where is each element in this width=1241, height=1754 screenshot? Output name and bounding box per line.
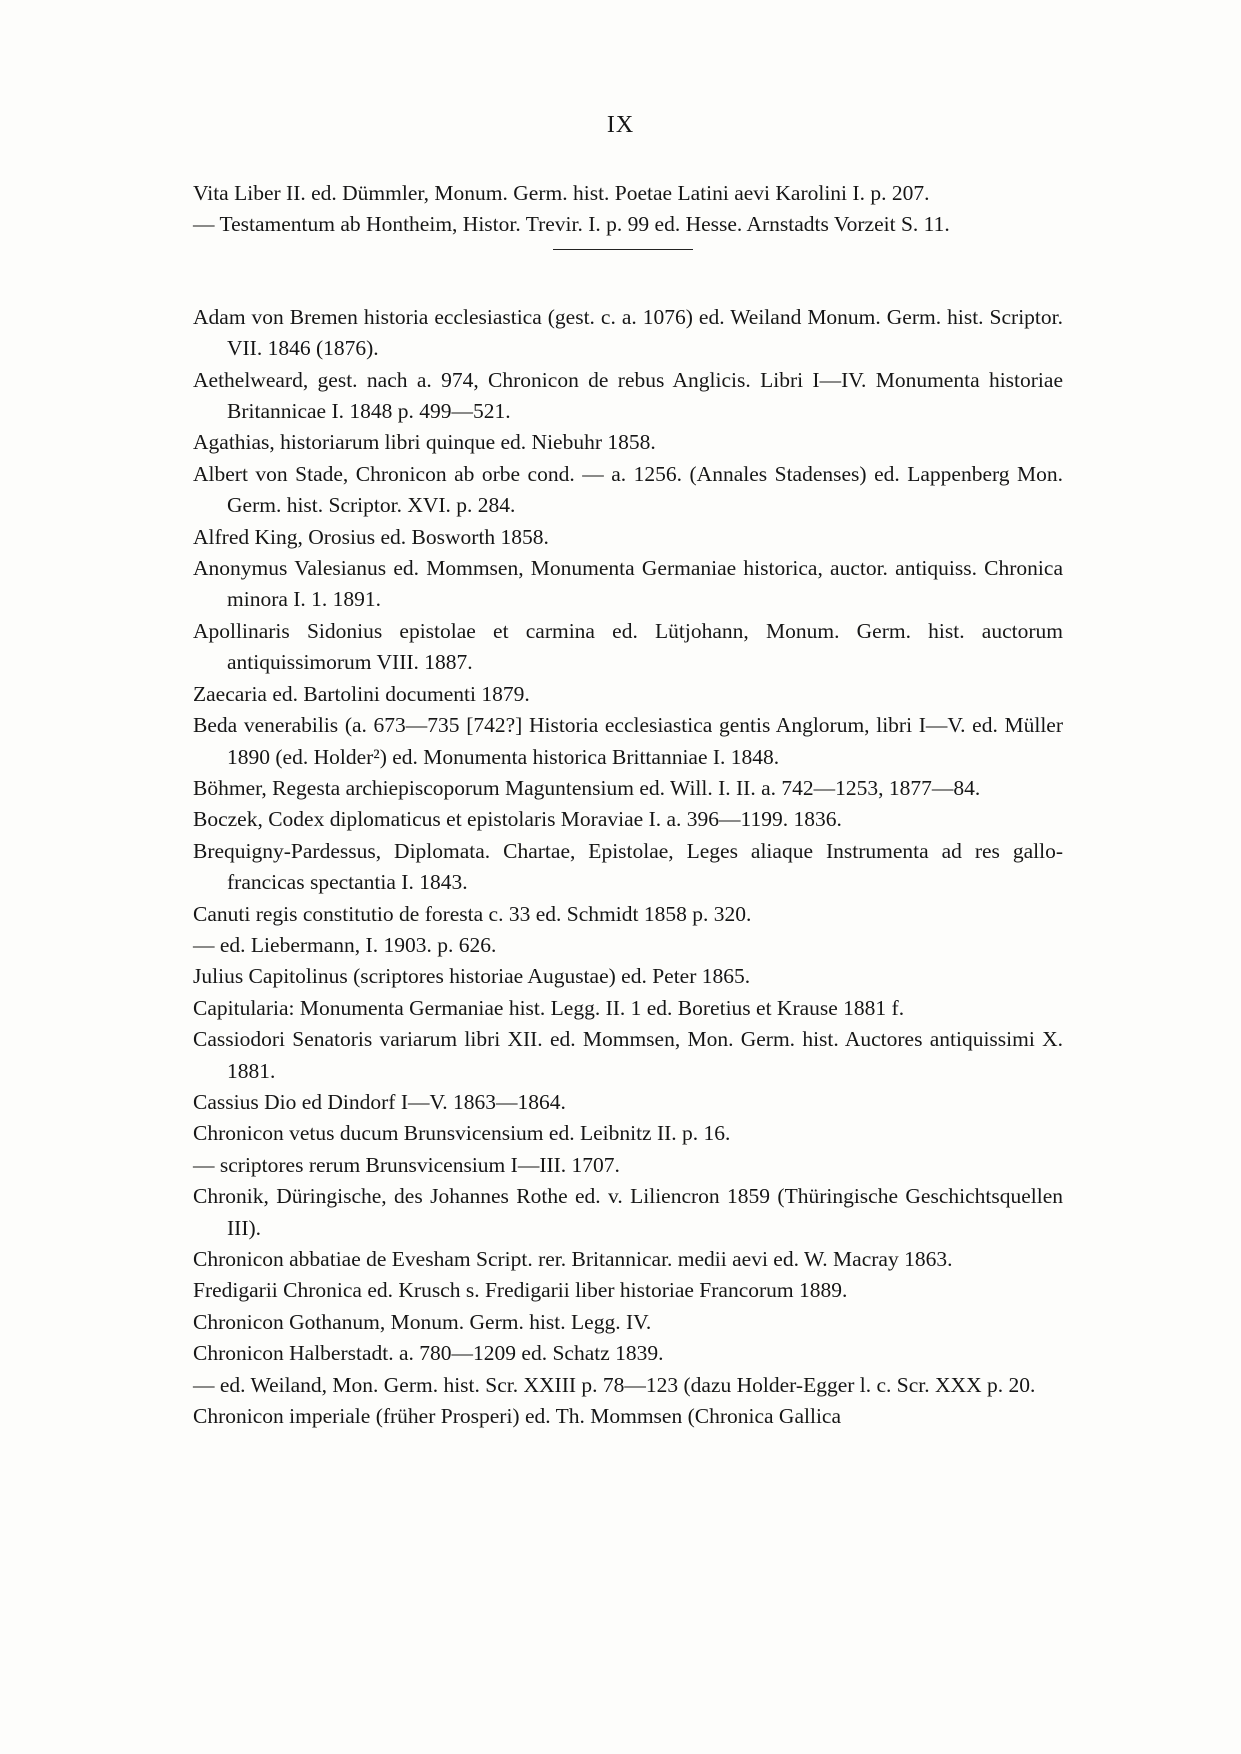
bibliography-entry: Chronicon vetus ducum Brunsvicensium ed. Leibnitz II. p. 16. — [193, 1121, 731, 1146]
bibliography-entry: Chronicon Gothanum, Monum. Germ. hist. Legg. IV. — [193, 1309, 652, 1334]
page-number: IX — [606, 112, 635, 138]
bibliography-entry: Anonymus Valesianus ed. Mommsen, Monumenta Germaniae historica, auctor. antiquiss. Chronica minora I. 1. 1891. — [193, 556, 1063, 612]
bibliography-entry: Cassiodori Senatoris variarum libri XII. ed. Mommsen, Mon. Germ. hist. Auctores antiquissimi X. 1881. — [193, 1027, 1063, 1083]
bibliography-entry: Aethelweard, gest. nach a. 974, Chronicon de rebus Anglicis. Libri I—IV. Monumenta historiae Britannicae I. 1848 p. 499—521. — [193, 367, 1063, 424]
bibliography-entry: Cassius Dio ed Dindorf I—V. 1863—1864. — [193, 1089, 566, 1114]
bibliography-entry: — scriptores rerum Brunsvicensium I—III. 1707. — [193, 1152, 620, 1177]
bibliography-entry: Chronicon Halberstadt. a. 780—1209 ed. Schatz 1839. — [193, 1341, 664, 1366]
bibliography-entry: Vita Liber II. ed. Dümmler, Monum. Germ. hist. Poetae Latini aevi Karolini I. p. 207. — [193, 181, 930, 205]
bibliography-entry: Agathias, historiarum libri quinque ed. Niebuhr 1858. — [193, 430, 656, 455]
bibliography-list — [193, 178, 1063, 1432]
bibliography-entry: Fredigarii Chronica ed. Krusch s. Fredigarii liber historiae Francorum 1889. — [193, 1278, 848, 1303]
bibliography-entry: Alfred King, Orosius ed. Bosworth 1858. — [193, 524, 549, 549]
bibliography-entry: Adam von Bremen historia ecclesiastica (gest. c. a. 1076) ed. Weiland Monum. Germ. hist. Scriptor. VII. 1846 (1876). — [193, 304, 1063, 361]
bibliography-entry: Julius Capitolinus (scriptores historiae Augustae) ed. Peter 1865. — [193, 964, 751, 989]
bibliography-entry: — ed. Liebermann, I. 1903. p. 626. — [193, 932, 497, 957]
bibliography-entry: Zaecaria ed. Bartolini documenti 1879. — [193, 681, 530, 706]
bibliography-entry: Böhmer, Regesta archiepiscoporum Maguntensium ed. Will. I. II. a. 742—1253, 1877—84. — [193, 775, 981, 800]
bibliography-entry: Boczek, Codex diplomaticus et epistolaris Moraviae I. a. 396—1199. 1836. — [193, 807, 842, 832]
bibliography-entry: Canuti regis constitutio de foresta c. 33 ed. Schmidt 1858 p. 320. — [193, 901, 752, 926]
bibliography-entry: — ed. Weiland, Mon. Germ. hist. Scr. XXIII p. 78—123 (dazu Holder-Egger l. c. Scr. XXX p. 20. — [193, 1372, 1036, 1397]
bibliography-entry: Brequigny-Pardessus, Diplomata. Chartae, Epistolae, Leges aliaque Instrumenta ad res gallo-francicas spectantia I. 1843. — [193, 838, 1063, 895]
bibliography-entry: Chronicon abbatiae de Evesham Script. rer. Britannicar. medii aevi ed. W. Macray 1863. — [193, 1247, 953, 1271]
bibliography-entry: Beda venerabilis (a. 673—735 [742?] Historia ecclesiastica gentis Anglorum, libri I—V. ed. Müller 1890 (ed. Holder²) ed. Monumenta historica Brittanniae I. 1848. — [193, 713, 1063, 769]
section-divider — [553, 249, 693, 250]
section-divider-row — [193, 241, 1063, 302]
bibliography-entry: Apollinaris Sidonius epistolae et carmina ed. Lütjohann, Monum. Germ. hist. auctorum antiquissimorum VIII. 1887. — [193, 618, 1063, 675]
bibliography-entry: — Testamentum ab Hontheim, Histor. Trevir. I. p. 99 ed. Hesse. Arnstadts Vorzeit S. 11. — [193, 212, 950, 237]
bibliography-entry: Albert von Stade, Chronicon ab orbe cond. — a. 1256. (Annales Stadenses) ed. Lappenberg Mon. Germ. hist. Scriptor. XVI. p. 284. — [193, 461, 1063, 518]
bibliography-entry: Capitularia: Monumenta Germaniae hist. Legg. II. 1 ed. Boretius et Krause 1881 f. — [193, 995, 905, 1020]
bibliography-entry: Chronicon imperiale (früher Prosperi) ed. Th. Mommsen (Chronica Gallica — [193, 1404, 842, 1429]
bibliography-entry: Chronik, Düringische, des Johannes Rothe ed. v. Liliencron 1859 (Thüringische Geschichtsquellen III). — [193, 1184, 1063, 1240]
